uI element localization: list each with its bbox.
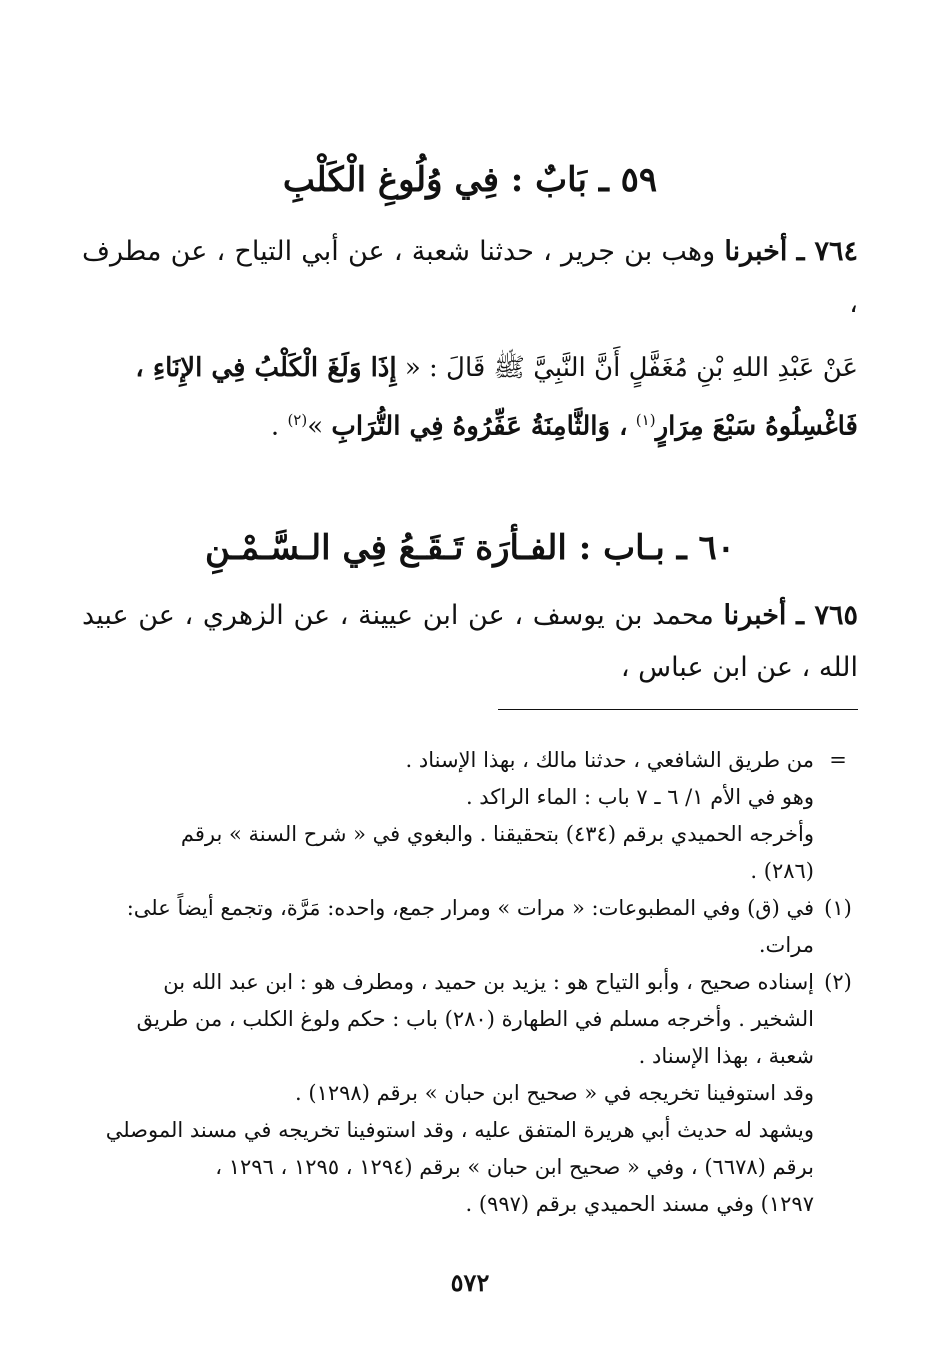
footnote-continuation xyxy=(82,742,858,890)
footnote-line: (٢٨٦) . xyxy=(750,859,814,883)
footnote-1 xyxy=(82,890,858,964)
footnote-line: إسناده صحيح ، وأبو التياح هو : يزيد بن حميد ، ومطرف هو : ابن عبد الله بن xyxy=(163,970,814,994)
matn-line-2 xyxy=(82,394,858,453)
chapter-heading-59: ٥٩ ـ بَابٌ : فِي وُلُوغِ الْكَلْبِ xyxy=(282,160,658,200)
matn-line-1 xyxy=(82,342,858,394)
continuation-mark: = xyxy=(829,748,847,772)
isnad-text: وهب بن جرير ، حدثنا شعبة ، عن أبي التياح ، عن مطرف ، xyxy=(82,236,858,319)
footnote-line: وقد استوفينا تخريجه في « صحيح ابن حبان » برقم (١٢٩٨) . xyxy=(295,1081,814,1105)
footnote-line: الشخير . وأخرجه مسلم في الطهارة (٢٨٠) باب : حكم ولوغ الكلب ، من طريق xyxy=(136,1007,814,1031)
footnote-ref-2[interactable]: (٢) xyxy=(287,411,308,429)
footnote-number: (١) xyxy=(824,896,852,920)
footnote-number: (٢) xyxy=(824,970,852,994)
hadith-764-matn xyxy=(82,342,858,453)
hadith-number: ٧٦٥ ـ xyxy=(796,600,858,631)
matn-quote-1: إِذَا وَلَغَ الْكَلْبُ فِي الإِنَاءِ ، xyxy=(135,353,397,383)
footnotes xyxy=(82,742,858,1223)
hadith-number: ٧٦٤ ـ xyxy=(796,236,858,267)
end-dot: . xyxy=(270,411,280,442)
footnote-line: وأخرجه الحميدي برقم (٤٣٤) بتحقيقنا . والبغوي في « شرح السنة » برقم xyxy=(180,822,814,846)
footnote-separator xyxy=(498,709,858,710)
footnote-line: وهو في الأم ١/ ٦ ـ ٧ باب : الماء الراكد . xyxy=(465,785,814,809)
footnote-line: برقم (٦٦٧٨) ، وفي « صحيح ابن حبان » برقم (١٢٩٤ ، ١٢٩٥ ، ١٢٩٦ ، xyxy=(215,1155,814,1179)
hadith-764-isnad xyxy=(82,226,858,330)
akhbarana-label: أخبرنا xyxy=(724,236,788,267)
footnote-2 xyxy=(82,964,858,1223)
matn-intro: عَنْ عَبْدِ اللهِ بْنِ مُغَفَّلٍ أَنَّ النَّبِيَّ ﷺ قَالَ : « xyxy=(404,353,858,383)
chapter-heading-60: ٦٠ ـ بـاب : الفـأرَة تَـقَـعُ فِي الـسَّـمْـنِ xyxy=(204,528,736,568)
footnote-line: شعبة ، بهذا الإسناد . xyxy=(638,1044,814,1068)
closing-quote: » xyxy=(307,411,324,442)
matn-quote-2a: فَاغْسِلُوهُ سَبْعَ مِرَارٍ xyxy=(655,411,858,442)
footnote-line: في (ق) وفي المطبوعات: « مرات » ومرار جمع، واحده: مَرَّة، وتجمع أيضاً على: xyxy=(126,896,814,920)
matn-quote-2b: ، وَالثَّامِنَةُ عَفِّرُوهُ فِي التُّرَابِ xyxy=(331,411,628,442)
footnote-line: من طريق الشافعي ، حدثنا مالك ، بهذا الإسناد . xyxy=(405,748,814,772)
footnote-line: ١٢٩٧) وفي مسند الحميدي برقم (٩٩٧) . xyxy=(465,1192,814,1216)
akhbarana-label: أخبرنا xyxy=(723,600,787,631)
isnad-text: محمد بن يوسف ، عن ابن عيينة ، عن الزهري ، عن عبيد الله ، عن ابن عباس ، xyxy=(82,600,858,683)
page-number: ٥٧٢ xyxy=(450,1268,490,1297)
footnote-ref-1[interactable]: (١) xyxy=(635,411,656,429)
hadith-765-isnad xyxy=(82,590,858,694)
footnote-line: مرات. xyxy=(758,933,814,957)
footnote-line: ويشهد له حديث أبي هريرة المتفق عليه ، وقد استوفينا تخريجه في مسند الموصلي xyxy=(105,1118,814,1142)
